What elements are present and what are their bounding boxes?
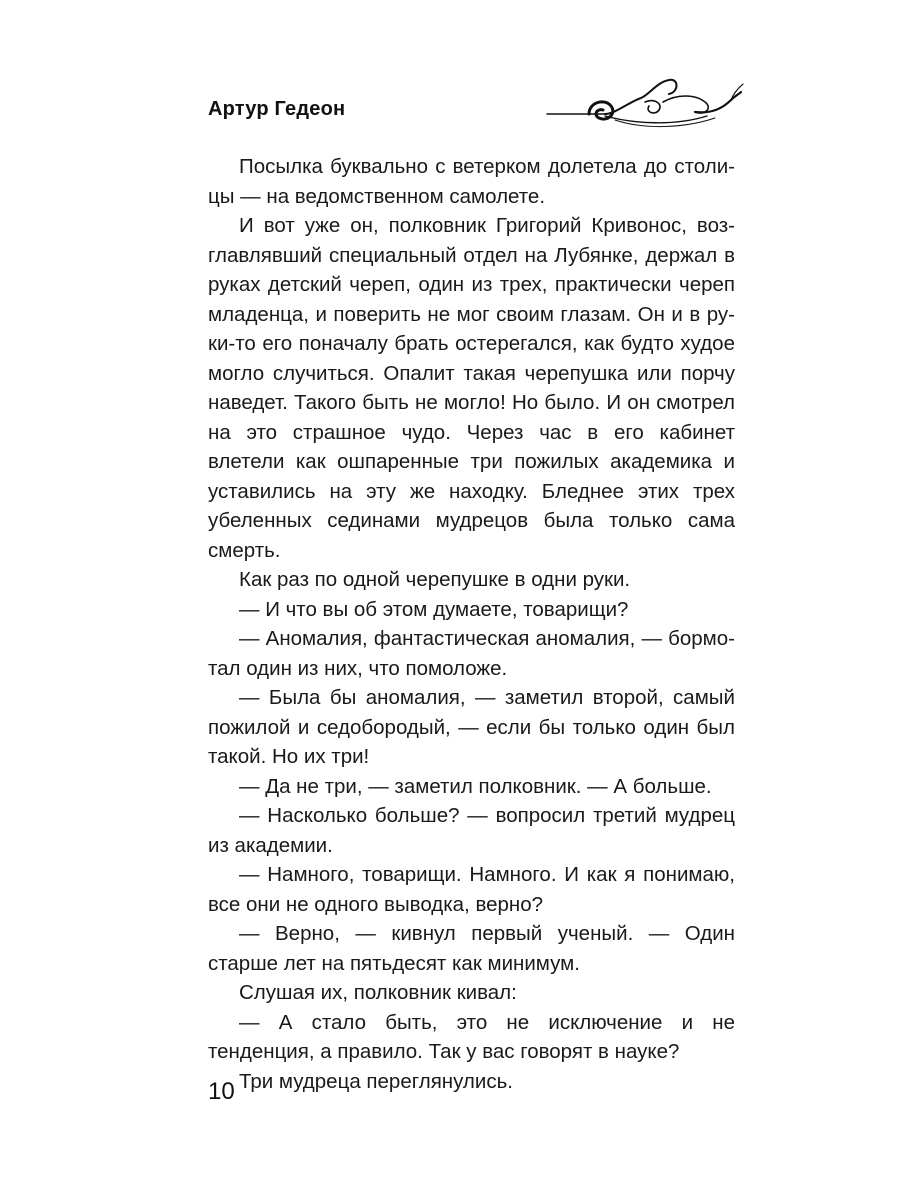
paragraph: Три мудреца переглянулись. — [239, 1069, 513, 1093]
author-name: Артур Гедеон — [208, 98, 346, 120]
body-text — [208, 152, 735, 1096]
paragraph: — Да не три, — заметил полковник. — А больше. — [239, 774, 712, 798]
paragraph: — И что вы об этом думаете, товарищи? — [239, 597, 629, 621]
paragraph: — Насколько больше? — вопросил третий мудрец из академии. — [208, 804, 735, 857]
paragraph: — Намного, товарищи. Намного. И как я понимаю, все они не одного выводка, верно? — [208, 863, 735, 916]
paragraph: Как раз по одной черепушке в одни руки. — [239, 568, 631, 591]
paragraph: И вот уже он, полковник Григорий Кривонос, возглавлявший специальный отдел на Лубянке, держал в руках детский череп, один из трех, практически череп младенца, и поверить не мог своим глазам. Он и в руки-то его поначалу брать остерегался, как будто худое могло случиться. Опалит такая черепушка или порчу наведет. Такого быть не могло! Но было. И он смотрел на это страшное чудо. Через час в его кабинет влетели как ошпаренные три пожилых академика и уставились на эту же находку. Бледнее этих трех убеленных сединами мудрецов была только сама смерть. — [208, 214, 735, 562]
paragraph: — Аномалия, фантастическая аномалия, — бормотал один из них, что помоложе. — [208, 627, 735, 680]
paragraph: Слушая их, полковник кивал: — [239, 981, 517, 1004]
page-number: 10 — [208, 1078, 235, 1105]
paragraph: — А стало быть, это не исключение и не тенденция, а правило. Так у вас говорят в науке? — [208, 1010, 735, 1063]
flourish-ornament-icon — [545, 72, 745, 132]
paragraph: Посылка буквально с ветерком долетела до столицы — на ведомственном самолете. — [208, 155, 735, 208]
paragraph: — Была бы аномалия, — заметил второй, самый пожилой и седобородый, — если бы только один был такой. Но их три! — [208, 686, 735, 768]
paragraph: — Верно, — кивнул первый ученый. — Один старше лет на пятьдесят как минимум. — [208, 922, 735, 975]
